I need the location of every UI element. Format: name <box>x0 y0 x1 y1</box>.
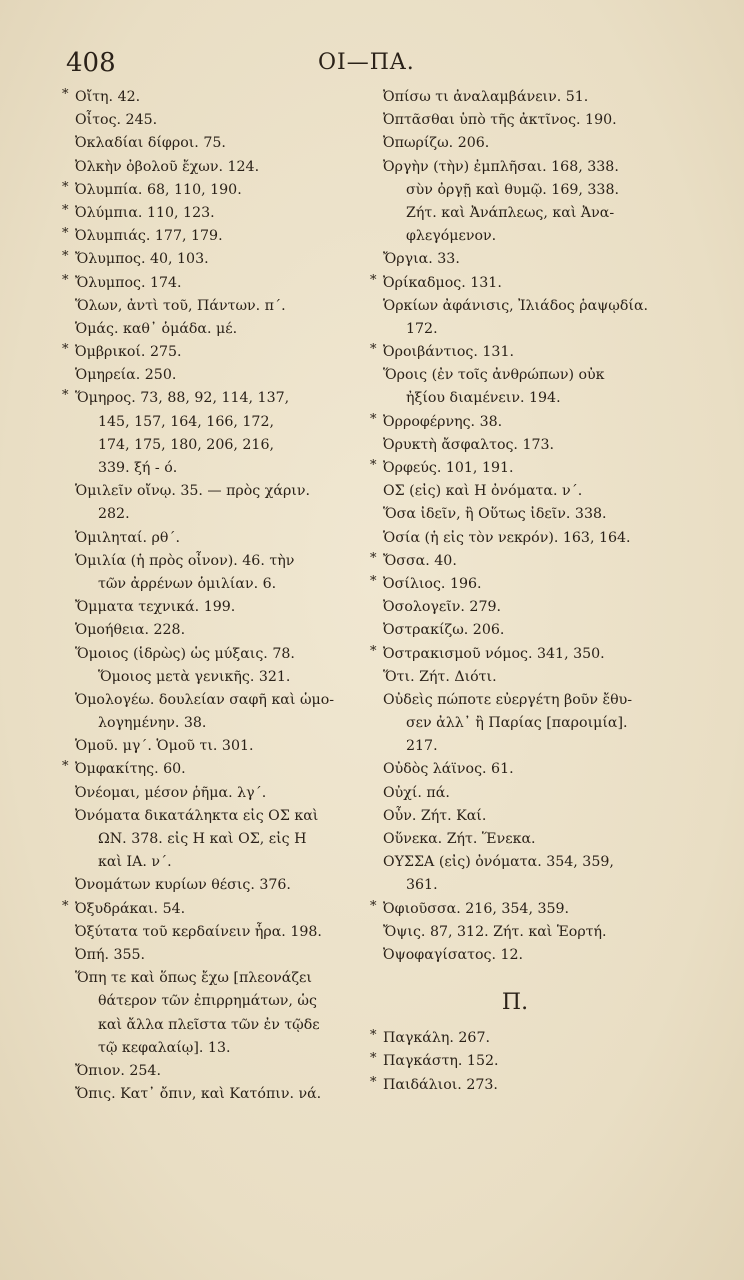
entry-text: φλεγόμενον. <box>406 228 497 245</box>
entry-text: Ὀπτᾶσθαι ὑπὸ τῆς ἀκτῖνος. 190. <box>383 112 617 129</box>
entry-text: Ὀρυκτὴ ἄσφαλτος. 173. <box>383 436 555 453</box>
index-entry <box>370 457 670 480</box>
index-entry-continuation <box>370 202 670 225</box>
entry-text: 282. <box>98 506 130 523</box>
index-entry <box>370 573 670 596</box>
asterisk-marker: * <box>62 179 69 195</box>
asterisk-marker: * <box>370 1074 377 1090</box>
index-entry <box>370 109 670 132</box>
asterisk-marker: * <box>62 87 69 102</box>
index-entry-continuation <box>62 573 362 596</box>
entry-text: Παιδάλιοι. 273. <box>383 1076 498 1093</box>
asterisk-marker: * <box>370 550 377 566</box>
index-entry <box>62 921 362 944</box>
index-entry <box>62 341 362 364</box>
index-entry-continuation <box>370 318 670 341</box>
entry-text: Ὀρφεύς. 101, 191. <box>383 460 514 476</box>
index-entry-continuation <box>370 179 670 202</box>
entry-text: 339. ξή - ό. <box>98 460 178 476</box>
index-entry-continuation <box>62 411 362 434</box>
index-entry <box>370 666 670 689</box>
entry-text: Ὀνομάτων κυρίων θέσις. 376. <box>75 877 291 894</box>
entry-text: ΟΣ (εἰς) καὶ Η ὀνόματα. ν΄. <box>383 483 583 500</box>
section-entries <box>370 1027 670 1097</box>
index-entry <box>370 619 670 642</box>
index-entry-continuation <box>62 666 362 689</box>
index-entry-continuation <box>62 503 362 526</box>
page-header <box>66 48 666 82</box>
index-entry <box>62 550 362 573</box>
entry-text: Ὁμάς. καθ᾿ ὁμάδα. μέ. <box>75 320 238 337</box>
entry-text: Οὐδεὶς πώποτε εὐεργέτη βοῦν ἔθυ- <box>383 691 633 708</box>
entry-text: Ὅμοιος μετὰ γενικῆς. 321. <box>98 668 291 685</box>
entry-text: Ὀσολογεῖν. 279. <box>383 599 502 616</box>
entry-text: Ὀλκὴν ὀβολοῦ ἔχων. 124. <box>75 158 260 175</box>
asterisk-marker: * <box>370 458 377 473</box>
entry-text: Ὅμοιος (ἱδρὼς) ὡς μύξαις. 78. <box>75 645 295 662</box>
entry-text: Ὀξύτατα τοῦ κερδαίνειν ἧρα. 198. <box>75 923 322 940</box>
entry-text: Ὀνόματα δικατάληκτα εἰς ΟΣ καὶ <box>75 807 319 824</box>
index-entry <box>62 619 362 642</box>
asterisk-marker: * <box>370 272 377 288</box>
entry-text: Παγκάστη. 152. <box>383 1053 499 1070</box>
index-entry <box>62 527 362 550</box>
entry-text: Οὐδὸς λάϊνος. 61. <box>383 761 514 778</box>
entry-text: 174, 175, 180, 206, 216, <box>98 436 274 453</box>
entry-text: Ὀργὴν (τὴν) ἐμπλῆσαι. 168, 338. <box>383 158 619 175</box>
index-entry <box>62 805 362 828</box>
index-entry <box>370 944 670 967</box>
index-column-left <box>62 86 362 1106</box>
entry-text: Ὄσσα. 40. <box>383 552 457 569</box>
entry-text: Ὀλυμπιάς. 177, 179. <box>75 228 223 245</box>
entry-text: λογημένην. 38. <box>98 715 207 732</box>
index-entry <box>62 944 362 967</box>
index-entry <box>370 156 670 179</box>
index-entry-continuation <box>62 828 362 851</box>
entry-text: Παγκάλη. 267. <box>383 1030 490 1047</box>
index-entry-continuation <box>62 457 362 480</box>
entry-text: τῷ κεφαλαίῳ]. 13. <box>98 1039 231 1056</box>
index-entry <box>62 132 362 155</box>
entry-text: σεν ἀλλ᾿ ἢ Παρίας [παροιμία]. <box>406 715 628 732</box>
index-entry <box>370 503 670 526</box>
entry-text: Ὀπωρίζω. 206. <box>383 135 490 152</box>
entry-text: Ὅπη τε καὶ ὅπως ἔχω [πλεονάζει <box>75 970 312 987</box>
index-entry <box>370 550 670 573</box>
index-entry <box>62 179 362 202</box>
index-entry <box>370 364 670 387</box>
entry-text: Ὀροιβάντιος. 131. <box>383 344 514 361</box>
running-head: ΟΙ—ΠΑ. <box>318 50 415 75</box>
index-entry <box>62 596 362 619</box>
entry-text: Ὄπιον. 254. <box>75 1062 161 1079</box>
entry-text: Ὀσίλιος. 196. <box>383 575 482 592</box>
entry-text: Ὅμηρος. 73, 88, 92, 114, 137, <box>75 390 290 407</box>
entry-text: Ὁσία (ἡ εἰς τὸν νεκρόν). 163, 164. <box>383 529 631 546</box>
entry-text: Ὄπις. Κατ᾿ ὄπιν, καὶ Κατόπιν. νά. <box>75 1086 322 1103</box>
index-entry <box>370 434 670 457</box>
asterisk-marker: * <box>62 272 69 288</box>
entry-text: Οὕνεκα. Ζήτ. Ἕνεκα. <box>383 831 536 847</box>
entry-text: ΩΝ. 378. εἰς Η καὶ ΟΣ, εἰς Η <box>98 831 307 847</box>
entry-text: καὶ ΙΑ. ν΄. <box>98 854 172 871</box>
entry-text: Ὀλύμπια. 110, 123. <box>75 204 215 221</box>
index-entry <box>370 411 670 434</box>
index-entry <box>62 387 362 410</box>
entry-text: Ὅροις (ἐν τοῖς ἀνθρώπων) οὐκ <box>383 367 605 384</box>
entry-text: Οἶτος. 245. <box>75 112 158 129</box>
index-entry <box>62 1060 362 1083</box>
asterisk-marker: * <box>370 1051 377 1067</box>
index-entry <box>62 1083 362 1106</box>
asterisk-marker: * <box>62 249 69 265</box>
index-entry <box>370 689 670 712</box>
entry-text: Ὁμοήθεια. 228. <box>75 622 186 639</box>
index-entry <box>62 248 362 271</box>
index-entry <box>62 735 362 758</box>
asterisk-marker: * <box>62 759 69 775</box>
index-entry <box>370 1074 670 1097</box>
entry-text: Ὀφιοῦσσα. 216, 354, 359. <box>383 900 570 917</box>
page-number: 408 <box>66 48 116 78</box>
entry-text: Ὄλυμπος. 174. <box>75 274 182 291</box>
index-entry <box>62 689 362 712</box>
entry-text: Ὀνέομαι, μέσον ῥῆμα. λγ΄. <box>75 784 267 801</box>
index-entry-continuation <box>62 1037 362 1060</box>
entry-text: Ὄλυμπος. 40, 103. <box>75 251 209 268</box>
entry-text: Ὀψοφαγίσατος. 12. <box>383 946 524 963</box>
entry-text: Ὀρροφέρνης. 38. <box>383 413 503 430</box>
entry-text: Ὄμματα τεχνικά. 199. <box>75 599 236 616</box>
entry-text: Ὀστρακισμοῦ νόμος. 341, 350. <box>383 645 605 662</box>
entry-text: Ὀρίκαδμος. 131. <box>383 274 502 291</box>
entry-text: σὺν ὀργῇ καὶ θυμῷ. 169, 338. <box>406 181 619 198</box>
entry-text: Ὁμοῦ. μγ΄. Ὁμοῦ τι. 301. <box>75 738 254 755</box>
section-heading: Π. <box>501 990 529 1016</box>
index-entry <box>370 758 670 781</box>
index-entry <box>370 527 670 550</box>
asterisk-marker: * <box>62 202 69 218</box>
index-entry <box>62 898 362 921</box>
index-entry <box>62 225 362 248</box>
asterisk-marker: * <box>62 226 69 242</box>
index-entry-continuation <box>370 735 670 758</box>
entry-text: Ὀκλαδίαι δίφροι. 75. <box>75 135 226 152</box>
index-entry <box>370 782 670 805</box>
section-spacer <box>370 967 670 979</box>
entry-text: Ὀξυδράκαι. 54. <box>75 900 186 917</box>
entry-text: 145, 157, 164, 166, 172, <box>98 413 274 430</box>
asterisk-marker: * <box>62 898 69 914</box>
right-entries <box>370 86 670 967</box>
index-entry-continuation <box>62 851 362 874</box>
entry-text: Οὖν. Ζήτ. Καί. <box>383 807 487 824</box>
index-entry <box>370 1027 670 1050</box>
index-entry <box>370 341 670 364</box>
entry-text: Ὄργια. 33. <box>383 251 460 268</box>
index-entry <box>370 132 670 155</box>
index-entry <box>370 921 670 944</box>
asterisk-marker: * <box>370 1028 377 1044</box>
index-entry <box>62 967 362 990</box>
index-entry <box>370 295 670 318</box>
entry-text: Οὐχί. πά. <box>383 784 450 801</box>
index-entry <box>62 272 362 295</box>
entry-text: καὶ ἄλλα πλεῖστα τῶν ἐν τῷδε <box>98 1016 320 1033</box>
entry-text: Ὅσα ἰδεῖν, ἢ Οὕτως ἰδεῖν. 338. <box>383 506 607 523</box>
entry-text: 217. <box>406 738 438 755</box>
index-entry <box>62 109 362 132</box>
index-entry <box>62 156 362 179</box>
index-column-right <box>370 86 670 1097</box>
index-entry <box>370 480 670 503</box>
entry-text: Ὁρκίων ἀφάνισις, Ἰλιάδος ῥαψῳδία. <box>383 297 649 314</box>
index-entry <box>62 758 362 781</box>
index-entry-continuation <box>370 387 670 410</box>
entry-text: Ὀμβρικοί. 275. <box>75 344 182 361</box>
entry-text: 361. <box>406 877 438 894</box>
entry-text: Ὀπή. 355. <box>75 946 146 963</box>
entry-text: Οἴτη. 42. <box>75 89 141 105</box>
entry-text: Ὀστρακίζω. 206. <box>383 622 505 639</box>
entry-text: Ὄψις. 87, 312. Ζήτ. καὶ Ἑορτή. <box>383 923 607 940</box>
index-entry <box>370 898 670 921</box>
entry-text: Ὀλυμπία. 68, 110, 190. <box>75 181 242 198</box>
asterisk-marker: * <box>370 643 377 659</box>
index-entry <box>62 480 362 503</box>
entry-text: Ὁμηρεία. 250. <box>75 367 177 384</box>
index-entry <box>62 318 362 341</box>
entry-text: 172. <box>406 320 438 337</box>
index-entry-continuation <box>62 434 362 457</box>
entry-text: ἠξίου διαμένειν. 194. <box>406 390 561 407</box>
index-entry <box>370 805 670 828</box>
index-entry-continuation <box>62 990 362 1013</box>
index-entry <box>62 295 362 318</box>
index-entry <box>62 782 362 805</box>
index-entry <box>62 364 362 387</box>
index-entry-continuation <box>370 712 670 735</box>
index-entry <box>370 272 670 295</box>
entry-text: Ὁμολογέω. δουλείαν σαφῆ καὶ ὡμο- <box>75 691 335 708</box>
index-entry-continuation <box>62 1014 362 1037</box>
index-entry <box>370 851 670 874</box>
asterisk-marker: * <box>370 342 377 358</box>
index-entry <box>370 86 670 109</box>
entry-text: Ὁμιληταί. ρθ΄. <box>75 529 180 546</box>
entry-text: ΟΥΣΣΑ (εἰς) ὀνόματα. 354, 359, <box>383 854 614 871</box>
asterisk-marker: * <box>62 388 69 404</box>
entry-text: τῶν ἀρρένων ὁμιλίαν. 6. <box>98 575 277 592</box>
entry-text: Ὅτι. Ζήτ. Διότι. <box>383 668 497 685</box>
entry-text: Ὁμιλία (ἡ πρὸς οἶνον). 46. τὴν <box>75 552 295 569</box>
index-entry <box>370 596 670 619</box>
index-entry <box>370 828 670 851</box>
index-entry <box>62 86 362 109</box>
asterisk-marker: * <box>62 342 69 358</box>
asterisk-marker: * <box>370 573 377 589</box>
index-entry <box>62 643 362 666</box>
index-entry-continuation <box>370 874 670 897</box>
entry-text: Ζήτ. καὶ Ἀνάπλεως, καὶ Ἀνα- <box>406 204 615 221</box>
index-entry <box>370 1050 670 1073</box>
index-entry <box>370 248 670 271</box>
entry-text: θάτερον τῶν ἐπιρρημάτων, ὡς <box>98 993 317 1010</box>
entry-text: Ὅλων, ἀντὶ τοῦ, Πάντων. π΄. <box>75 297 286 314</box>
asterisk-marker: * <box>370 411 377 427</box>
entry-text: Ὀμφακίτης. 60. <box>75 761 186 778</box>
index-entry <box>62 202 362 225</box>
entry-text: Ὁμιλεῖν οἴνῳ. 35. — πρὸς χάριν. <box>75 483 310 500</box>
index-entry-continuation <box>370 225 670 248</box>
index-entry <box>62 874 362 897</box>
asterisk-marker: * <box>370 898 377 914</box>
index-entry-continuation <box>62 712 362 735</box>
entry-text: Ὀπίσω τι ἀναλαμβάνειν. 51. <box>383 89 589 105</box>
index-entry <box>370 643 670 666</box>
